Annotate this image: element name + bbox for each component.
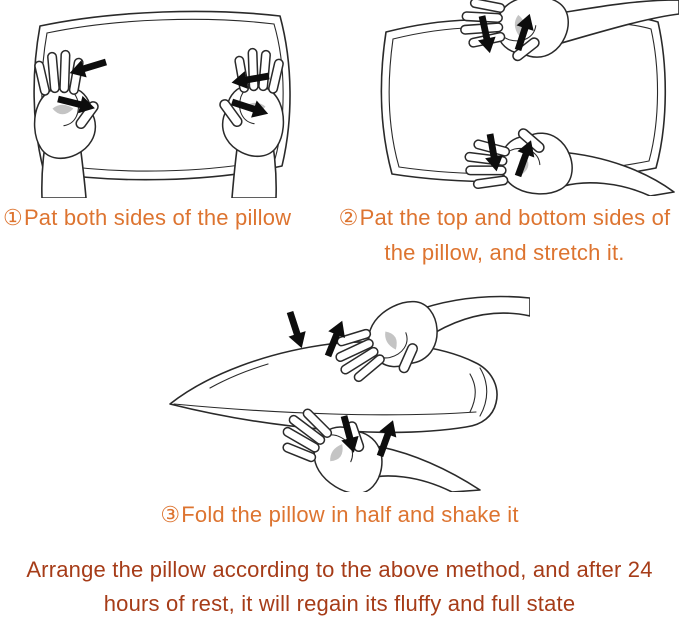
step-3-text: Fold the pillow in half and shake it [181,502,519,527]
figure-step-2 [362,0,679,196]
rest-advice-note: Arrange the pillow according to the above method, and after 24 hours of rest, it will regain its fluffy and full state [26,557,653,616]
folded-pillow-drawing [170,342,497,432]
step-1-number: ① [3,205,23,230]
step-2-caption [330,200,679,270]
step-2-text: Pat the top and bottom sides of the pillow, and stretch it. [359,205,671,265]
pillow-pat-top-bottom-illustration [362,0,679,196]
step-3-number: ③ [160,502,181,527]
step-3-caption [0,497,679,532]
pillow-fold-and-shake-illustration [150,292,530,492]
step-2-number: ② [338,205,359,230]
figure-step-1 [6,2,311,198]
step-1-text: Pat both sides of the pillow [23,205,292,230]
pillow-pat-both-sides-illustration [6,2,311,198]
step-1-caption [3,200,333,235]
figure-step-3 [150,292,530,492]
